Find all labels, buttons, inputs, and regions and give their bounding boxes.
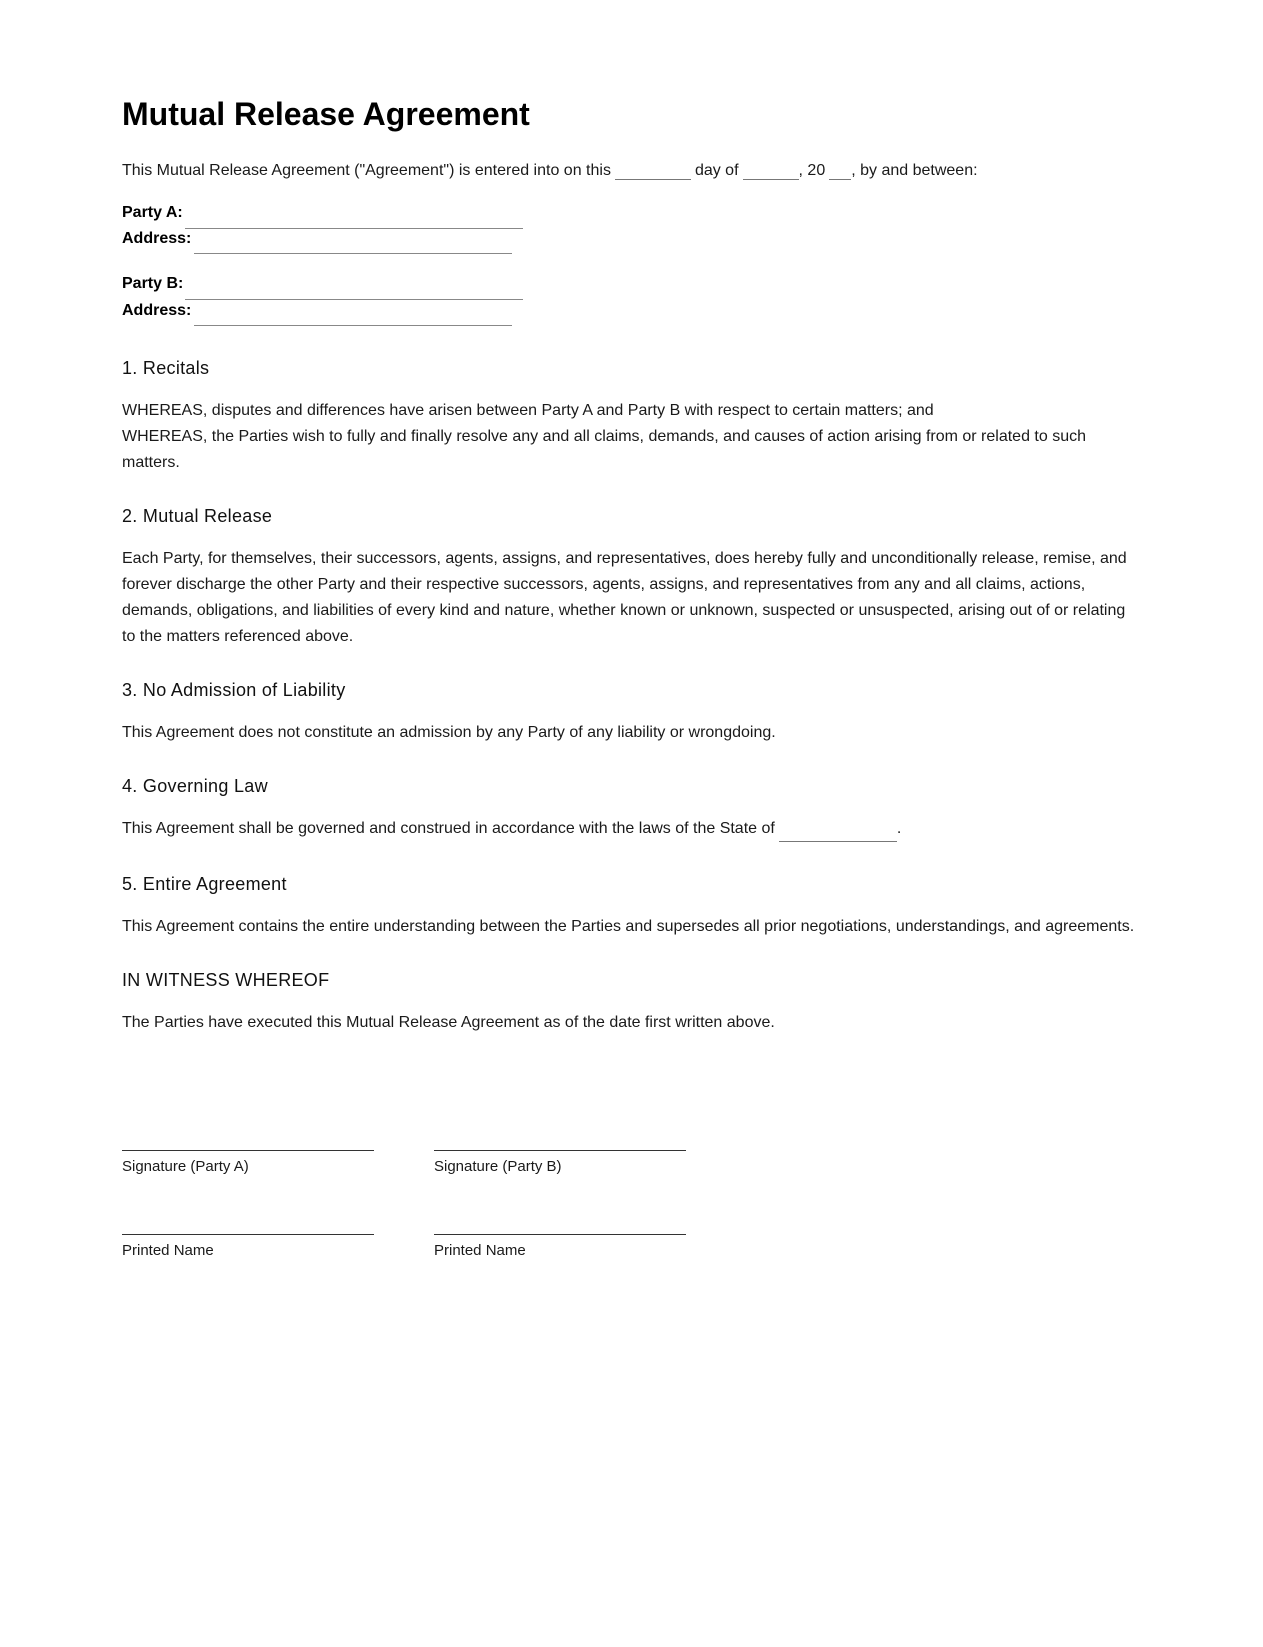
recitals-paragraph (122, 398, 1142, 476)
party-a-address-label: Address: (122, 230, 192, 247)
entire-agreement-heading: 5. Entire Agreement (122, 874, 287, 894)
printed-name-a-line[interactable] (122, 1234, 374, 1235)
party-b-field[interactable] (185, 299, 523, 300)
no-admission-paragraph: This Agreement does not constitute an admission by any Party of any liability or wrongdoing. (122, 724, 776, 741)
witness-heading: IN WITNESS WHEREOF (122, 970, 330, 990)
printed-name-b-label: Printed Name (434, 1242, 526, 1259)
month-blank[interactable] (743, 160, 799, 180)
intro-text-3: , 20 (798, 162, 826, 179)
year-blank[interactable] (829, 160, 851, 180)
signature-b-line[interactable] (434, 1150, 686, 1151)
recitals-line-1: WHEREAS, disputes and differences have arisen between Party A and Party B with respect to certain matters; and (122, 402, 934, 419)
party-a-field[interactable] (185, 228, 523, 229)
party-b-label: Party B: (122, 275, 184, 292)
intro-text-2: day of (694, 162, 739, 179)
printed-name-b-line[interactable] (434, 1234, 686, 1235)
mutual-release-heading: 2. Mutual Release (122, 506, 273, 526)
signature-a-line[interactable] (122, 1150, 374, 1151)
entire-agreement-paragraph: This Agreement contains the entire understanding between the Parties and supersedes all prior negotiations, understandings, and agreements. (122, 918, 1135, 935)
recitals-line-2: WHEREAS, the Parties wish to fully and finally resolve any and all claims, demands, and causes of action arising from or related to such matters. (122, 428, 1087, 471)
intro-text-1: This Mutual Release Agreement ("Agreement") is entered into on this (122, 162, 611, 179)
no-admission-heading: 3. No Admission of Liability (122, 680, 346, 700)
recitals-heading: 1. Recitals (122, 358, 210, 378)
document-title: Mutual Release Agreement (122, 96, 530, 132)
state-blank[interactable] (779, 822, 897, 842)
governing-law-paragraph (122, 816, 1142, 842)
governing-law-heading: 4. Governing Law (122, 776, 268, 796)
intro-paragraph (122, 160, 978, 180)
signature-a-label: Signature (Party A) (122, 1158, 249, 1175)
party-a-address-field[interactable] (194, 253, 512, 254)
party-b-address-label: Address: (122, 302, 192, 319)
party-a-label: Party A: (122, 204, 183, 221)
witness-paragraph: The Parties have executed this Mutual Release Agreement as of the date first written above. (122, 1014, 775, 1031)
intro-text-4: , by and between: (851, 162, 978, 179)
mutual-release-paragraph: Each Party, for themselves, their successors, agents, assigns, and representatives, does hereby fully and unconditionally release, remise, and forever discharge the other Party and their respective successors, agents, assigns, and representatives from any and all claims, actions, demands, obligations, and liabilities of every kind and nature, whether known or unknown, suspected or unsuspected, arising out of or relating to the matters referenced above. (122, 550, 1127, 645)
governing-law-text: This Agreement shall be governed and construed in accordance with the laws of the State of (122, 820, 775, 837)
party-b-address-field[interactable] (194, 325, 512, 326)
governing-law-period: . (896, 820, 902, 837)
signature-b-label: Signature (Party B) (434, 1158, 562, 1175)
day-blank[interactable] (615, 160, 691, 180)
printed-name-a-label: Printed Name (122, 1242, 214, 1259)
